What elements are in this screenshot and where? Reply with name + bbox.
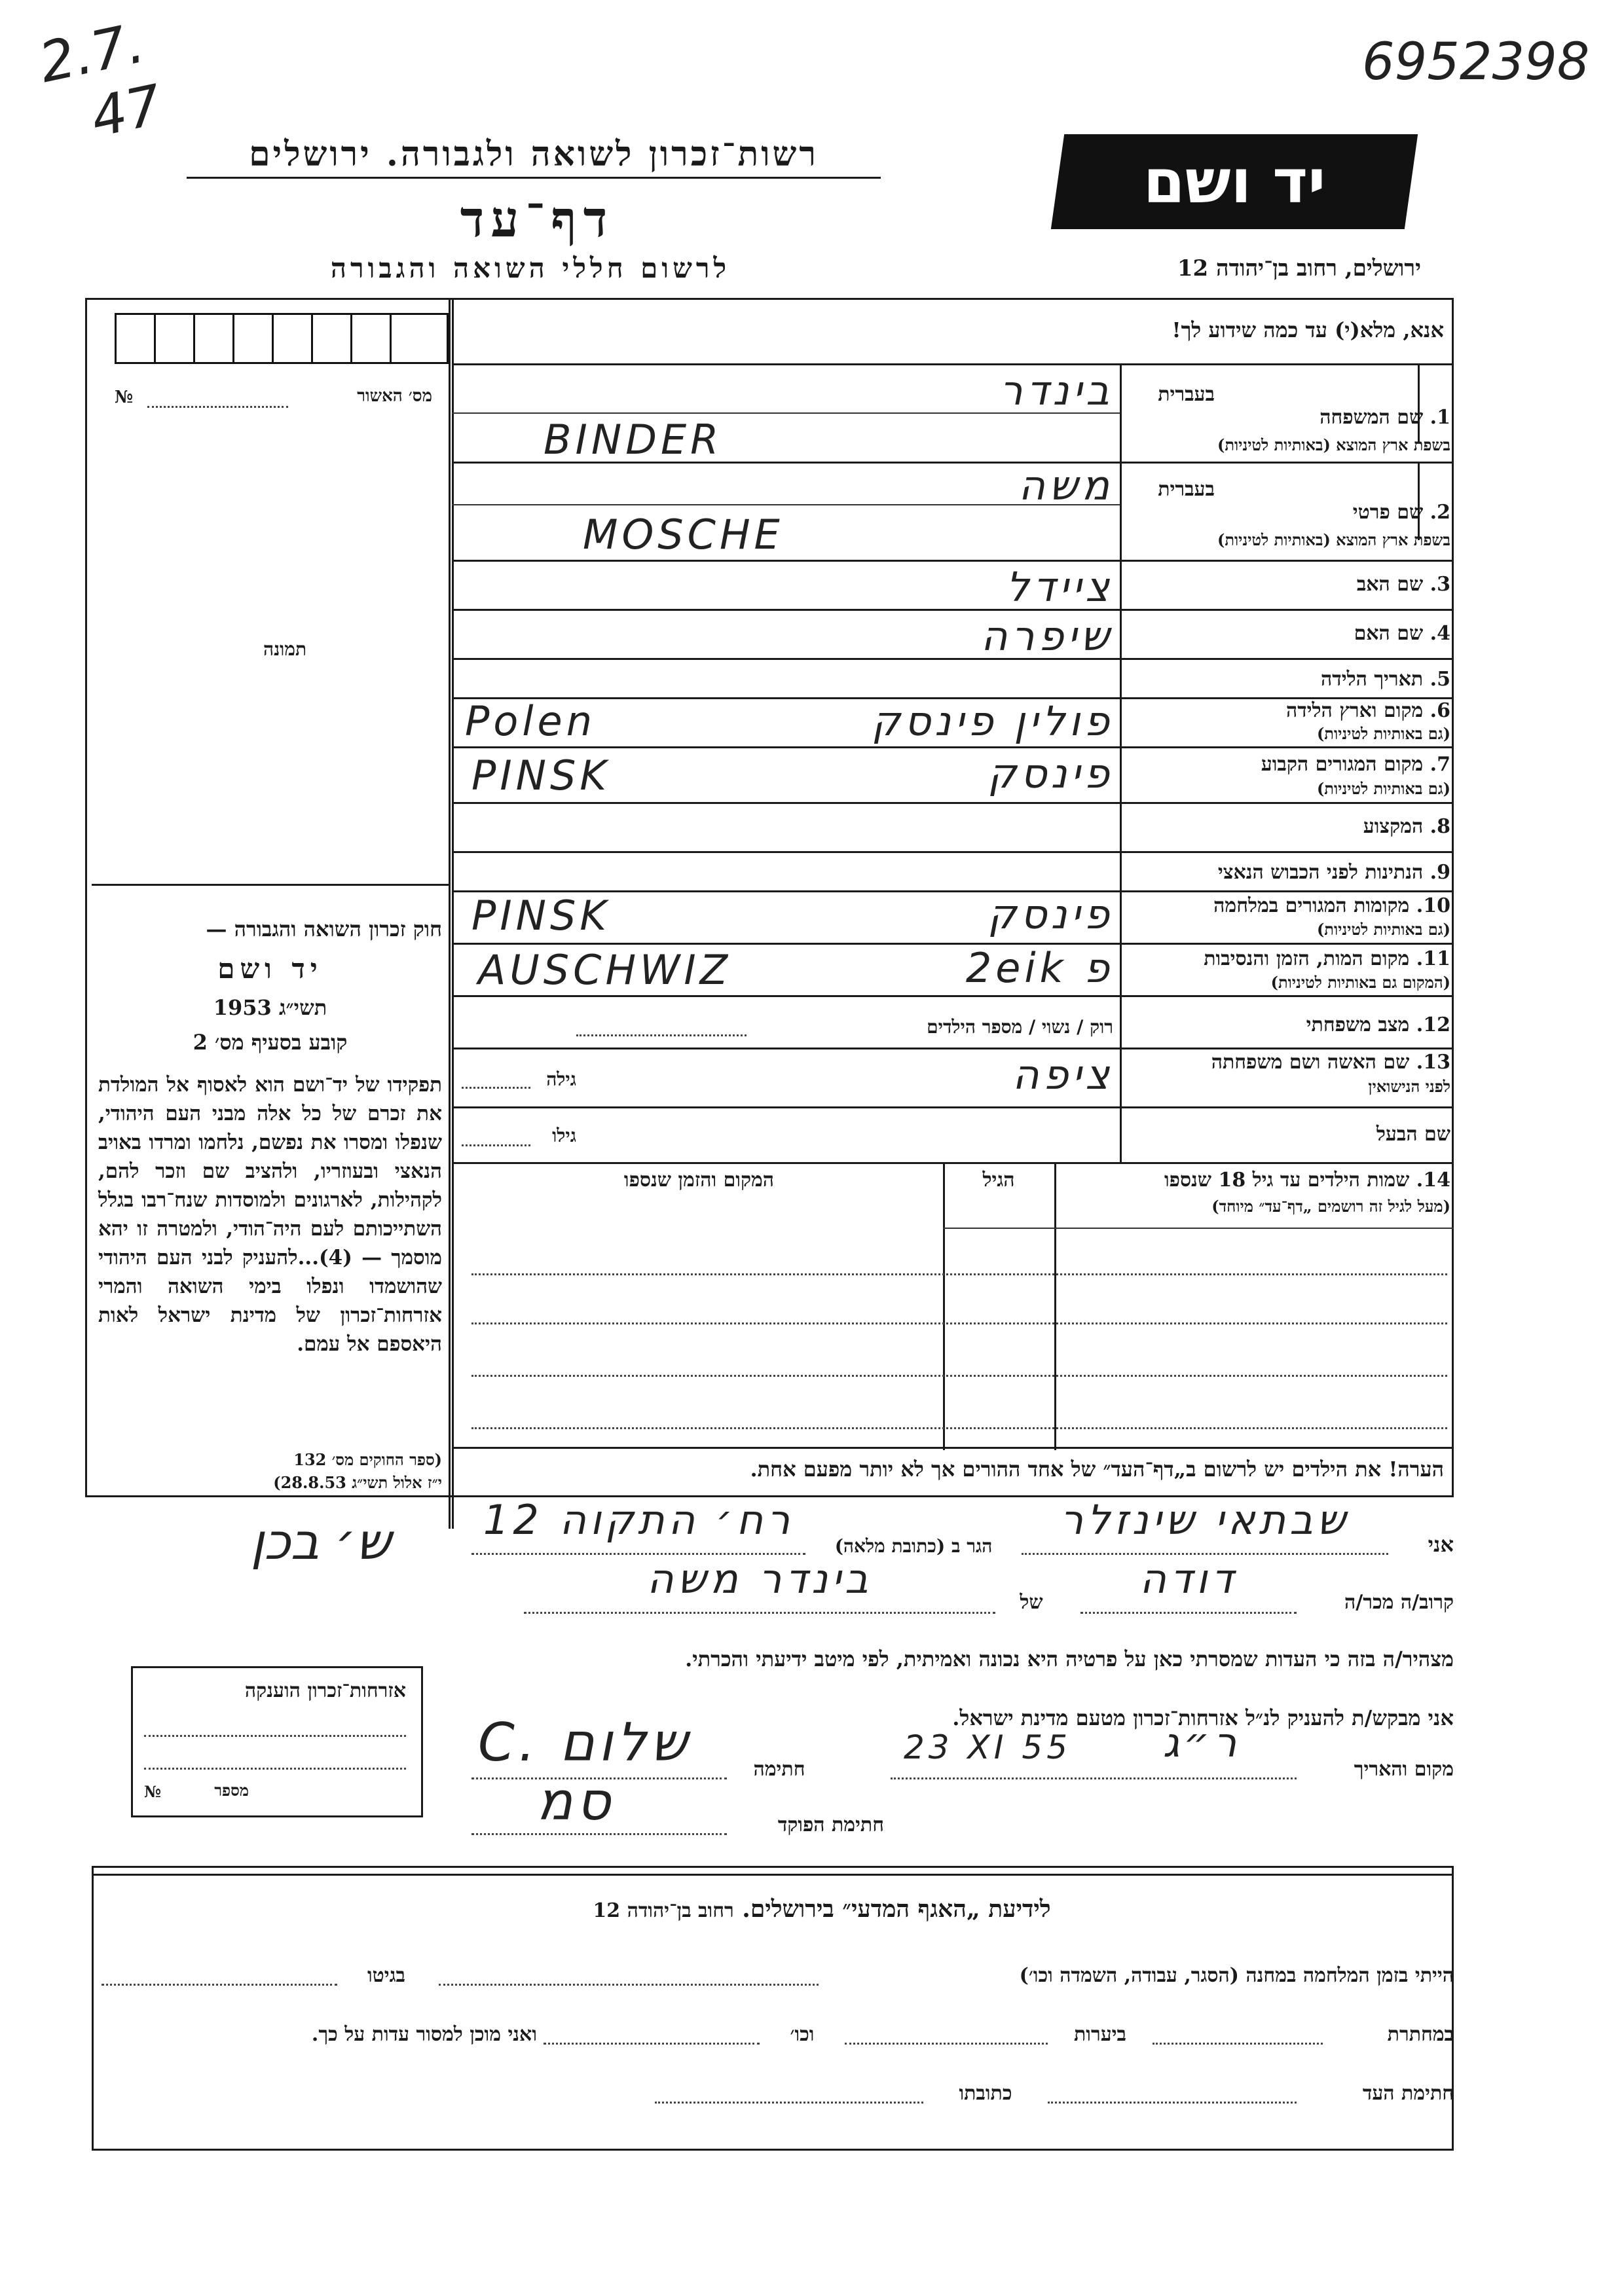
approval-number: № bbox=[115, 388, 134, 407]
row-2-label bbox=[1218, 501, 1450, 524]
row-3-text: שם האב bbox=[1356, 573, 1424, 596]
row-9-num: 9. bbox=[1430, 861, 1450, 884]
row-12-num: 12. bbox=[1416, 1013, 1450, 1036]
intro-text: אנא, מלא(י) עד כמה שידוע לך! bbox=[1172, 318, 1444, 342]
row-2-num: 2. bbox=[1430, 501, 1450, 524]
camp-line: הייתי בזמן המלחמה במחנה (הסגר, עבודה, השמדה וכו׳) bbox=[1019, 1964, 1454, 1987]
logo-text: יד ושם bbox=[1143, 147, 1326, 217]
bottom-address: רחוב בן־יהודה 12 bbox=[593, 1899, 734, 1922]
law-date: י״ז אלול תשי״ג 28.8.53) bbox=[273, 1473, 442, 1492]
handwritten-note-top-left bbox=[33, 10, 167, 158]
wartime-residence-latin: PINSK bbox=[471, 892, 611, 939]
row-1-label bbox=[1218, 406, 1450, 429]
row-11-sub: (המקום גם באותיות לטיניות) bbox=[1270, 973, 1450, 992]
row-13-num: 13. bbox=[1416, 1051, 1450, 1074]
officer-label: חתימת הפוקד bbox=[777, 1813, 884, 1836]
handwritten-line-2: 47 bbox=[85, 72, 168, 150]
row-1-side: בעברית bbox=[1158, 383, 1215, 406]
row-8-label bbox=[1123, 815, 1450, 838]
row-2-side: בעברית bbox=[1158, 478, 1215, 501]
wife-age-label: גילה bbox=[546, 1068, 576, 1090]
wartime-residence-hebrew: פינסק bbox=[987, 890, 1113, 938]
row-5-num: 5. bbox=[1430, 668, 1450, 691]
birthplace-hebrew: פולין פינסק bbox=[872, 697, 1113, 745]
surname-latin: BINDER bbox=[544, 416, 723, 464]
row-3-num: 3. bbox=[1430, 573, 1450, 596]
row-1-text: שם המשפחה bbox=[1320, 406, 1424, 429]
children-note: הערה! את הילדים יש לרשום ב„דף־העד״ של אחד ההורים אך לא יותר מפעם אחת. bbox=[750, 1457, 1444, 1482]
row-2-text: שם פרטי bbox=[1352, 501, 1424, 524]
signature-value: C. שלום bbox=[478, 1712, 692, 1773]
row-6-label bbox=[1123, 699, 1450, 722]
address: ירושלים, רחוב בן־יהודה 12 bbox=[1177, 255, 1421, 282]
signature-label: חתימה bbox=[753, 1758, 805, 1781]
relation-value: דודה bbox=[1139, 1555, 1238, 1603]
date-value: 23 XI 55 bbox=[904, 1728, 1072, 1766]
wife-name: ציפה bbox=[1012, 1051, 1113, 1099]
approval-boxes bbox=[115, 313, 449, 365]
law-year: 1953 bbox=[213, 995, 272, 1020]
row-7-text: מקום המגורים הקבוע bbox=[1261, 753, 1424, 776]
side-note: ש׳ בכן bbox=[250, 1512, 392, 1571]
residence-latin: PINSK bbox=[471, 752, 611, 799]
place-value: ר״ג bbox=[1162, 1719, 1241, 1766]
ready-text: ואני מוכן למסור עדות על כך. bbox=[311, 2023, 537, 2046]
surname-hebrew: בינדר bbox=[999, 367, 1113, 414]
row-10-label bbox=[1123, 894, 1450, 917]
witness-signature-label: חתימת העד bbox=[1362, 2082, 1454, 2105]
form-subtitle: לרשום חללי השואה והגבורה bbox=[330, 252, 731, 284]
handwritten-page-number: 6952398 bbox=[1362, 33, 1590, 92]
of-label: של bbox=[1020, 1591, 1043, 1614]
photo-label: תמונה bbox=[263, 638, 307, 660]
underground-label: במחתרת bbox=[1387, 2023, 1454, 2046]
row-6-num: 6. bbox=[1430, 699, 1450, 722]
father-name: ציידל bbox=[1006, 563, 1113, 611]
row-5-label bbox=[1123, 668, 1450, 691]
row-12-label bbox=[1123, 1013, 1450, 1036]
row-4-text: שם האם bbox=[1354, 622, 1424, 645]
children-place-col: המקום והזמן שנספו bbox=[623, 1169, 775, 1192]
forests-label: ביערות bbox=[1073, 2023, 1126, 2046]
etc-label: וכו׳ bbox=[790, 2023, 815, 2046]
witness-name: שבתאי שינזלר bbox=[1060, 1496, 1350, 1544]
of-value: בינדר משה bbox=[647, 1555, 872, 1603]
law-text: תפקידו של יד־ושם הוא לאסוף אל המולדת את זכרם של כל אלה מבני העם היהודי, שנפלו ומסרו את נפשם, נלחמו ומרדו באויב הנאצי ובעוזריו, ולהציב שם וזכר להם, לקהילות, לארגונים ולמוסדות שנח־רבו בגלל השתייכותם לעם היה־הודי, ולמטרה זו יהא מוסמך — (4)...להעניק לבני העם היהודי שהושמדו ונפלו בימי השואה והמרי אזרחות־זכרון של מדינת ישראל לאות היאספם אל עמם. bbox=[98, 1073, 442, 1356]
death-place-latin: AUSCHWIZ bbox=[478, 946, 732, 994]
children-age-col: הגיל bbox=[982, 1169, 1015, 1192]
officer-value: סמ bbox=[537, 1771, 615, 1832]
row-3-label bbox=[1123, 573, 1450, 596]
row-10-sub: (גם באותיות לטיניות) bbox=[1316, 920, 1450, 939]
bottom-title: לידיעת „האגף המדעי״ בירושלים. bbox=[742, 1895, 1051, 1923]
firstname-latin: MOSCHE bbox=[583, 511, 784, 558]
row-7-label bbox=[1123, 753, 1450, 776]
mother-name: שיפרה bbox=[980, 612, 1113, 660]
row-1-sub: בשפת ארץ המוצא (באותיות לטיניות) bbox=[1217, 435, 1450, 454]
law-source: (ספר החוקים מס׳ 132 bbox=[293, 1450, 442, 1469]
declare-text: מצהיר/ה בזה כי העדות שמסרתי כאן על פרטיה היא נכונה ואמיתית, לפי מיטב ידיעתי והכרתי. bbox=[685, 1647, 1454, 1671]
death-place-hebrew: פ 2eik bbox=[965, 944, 1113, 992]
row-2-sub: בשפת ארץ המוצא (באותיות לטיניות) bbox=[1217, 530, 1450, 549]
yad-vashem-logo bbox=[1051, 134, 1418, 229]
ghetto-label: בגיטו bbox=[367, 1964, 406, 1987]
row-10-num: 10. bbox=[1416, 894, 1450, 917]
firstname-hebrew: משה bbox=[1018, 462, 1113, 509]
row-12-text: מצב משפחתי bbox=[1306, 1013, 1410, 1036]
witness-address: רח׳ התקוה 12 bbox=[483, 1496, 794, 1544]
request-text: אני מבקש/ת להעניק לנ״ל אזרחות־זכרון מטעם מדינת ישראל. bbox=[952, 1705, 1454, 1730]
witness-address-label: כתובתו bbox=[959, 2082, 1012, 2105]
citizenship-label: אזרחות־זכרון הוענקה bbox=[244, 1679, 406, 1702]
row-4-label bbox=[1123, 622, 1450, 645]
law-title: חוק זכרון השואה והגבורה — bbox=[206, 917, 442, 941]
row-6-sub: (גם באותיות לטיניות) bbox=[1316, 724, 1450, 743]
row-8-num: 8. bbox=[1430, 815, 1450, 838]
residence-hebrew: פינסק bbox=[987, 750, 1113, 797]
law-year-row bbox=[98, 995, 442, 1020]
row-11-text: מקום המות, הזמן והנסיבות bbox=[1204, 947, 1410, 970]
birthplace-latin: Polen bbox=[465, 697, 596, 745]
marital-status-options: רוק / נשוי / מספר הילדים bbox=[927, 1016, 1113, 1038]
row-7-sub: (גם באותיות לטיניות) bbox=[1316, 779, 1450, 798]
row-6-text: מקום וארץ הלידה bbox=[1285, 699, 1424, 722]
row-10-text: מקומות המגורים במלחמה bbox=[1213, 894, 1410, 917]
row-11-num: 11. bbox=[1416, 947, 1450, 970]
row-5-text: תאריך הלידה bbox=[1321, 668, 1424, 691]
row-8-text: המקצוע bbox=[1363, 815, 1424, 838]
husband-age-label: גילו bbox=[552, 1125, 576, 1146]
row-1-num: 1. bbox=[1430, 406, 1450, 429]
authority-name: רשות־זכרון לשואה ולגבורה. ירושלים bbox=[249, 134, 819, 174]
row-13-sub: לפני הנישואין bbox=[1368, 1077, 1450, 1096]
children-title: 14. שמות הילדים עד גיל 18 שנספו bbox=[1164, 1169, 1450, 1192]
law-year-heb: תשי״ג bbox=[278, 995, 327, 1020]
place-date-label: מקום והאריך bbox=[1354, 1758, 1454, 1781]
approval-label: מס׳ האשור bbox=[357, 386, 432, 406]
row-11-label bbox=[1123, 947, 1450, 970]
row-13-text: שם האשה ושם משפחתה bbox=[1211, 1051, 1410, 1074]
law-clause: קובע בסעיף מס׳ 2 bbox=[193, 1030, 348, 1055]
children-subtitle: (מעל לגיל זה רושמים „דף־עד״ מיוחד) bbox=[1211, 1197, 1450, 1216]
number-label: מספר bbox=[214, 1781, 249, 1800]
law-name: יד ושם bbox=[217, 953, 323, 985]
handwritten-line-1: 2.7. bbox=[33, 10, 150, 96]
row-9-label bbox=[1123, 861, 1450, 884]
bottom-header bbox=[458, 1895, 1185, 1923]
row-4-num: 4. bbox=[1430, 622, 1450, 645]
relative-label: קרוב/ה מכר/ה bbox=[1344, 1591, 1454, 1614]
row-13-label bbox=[1123, 1051, 1450, 1074]
number-no: № bbox=[144, 1782, 162, 1801]
row-9-text: הנתינות לפני הכבוש הנאצי bbox=[1217, 861, 1424, 884]
declaration-i: אני bbox=[1428, 1532, 1454, 1557]
husband-label: שם הבעל bbox=[1376, 1123, 1450, 1146]
row-7-num: 7. bbox=[1430, 753, 1450, 776]
form-title: דף־עד bbox=[460, 190, 614, 248]
address-label: הגר ב (כתובת מלאה) bbox=[834, 1535, 993, 1557]
